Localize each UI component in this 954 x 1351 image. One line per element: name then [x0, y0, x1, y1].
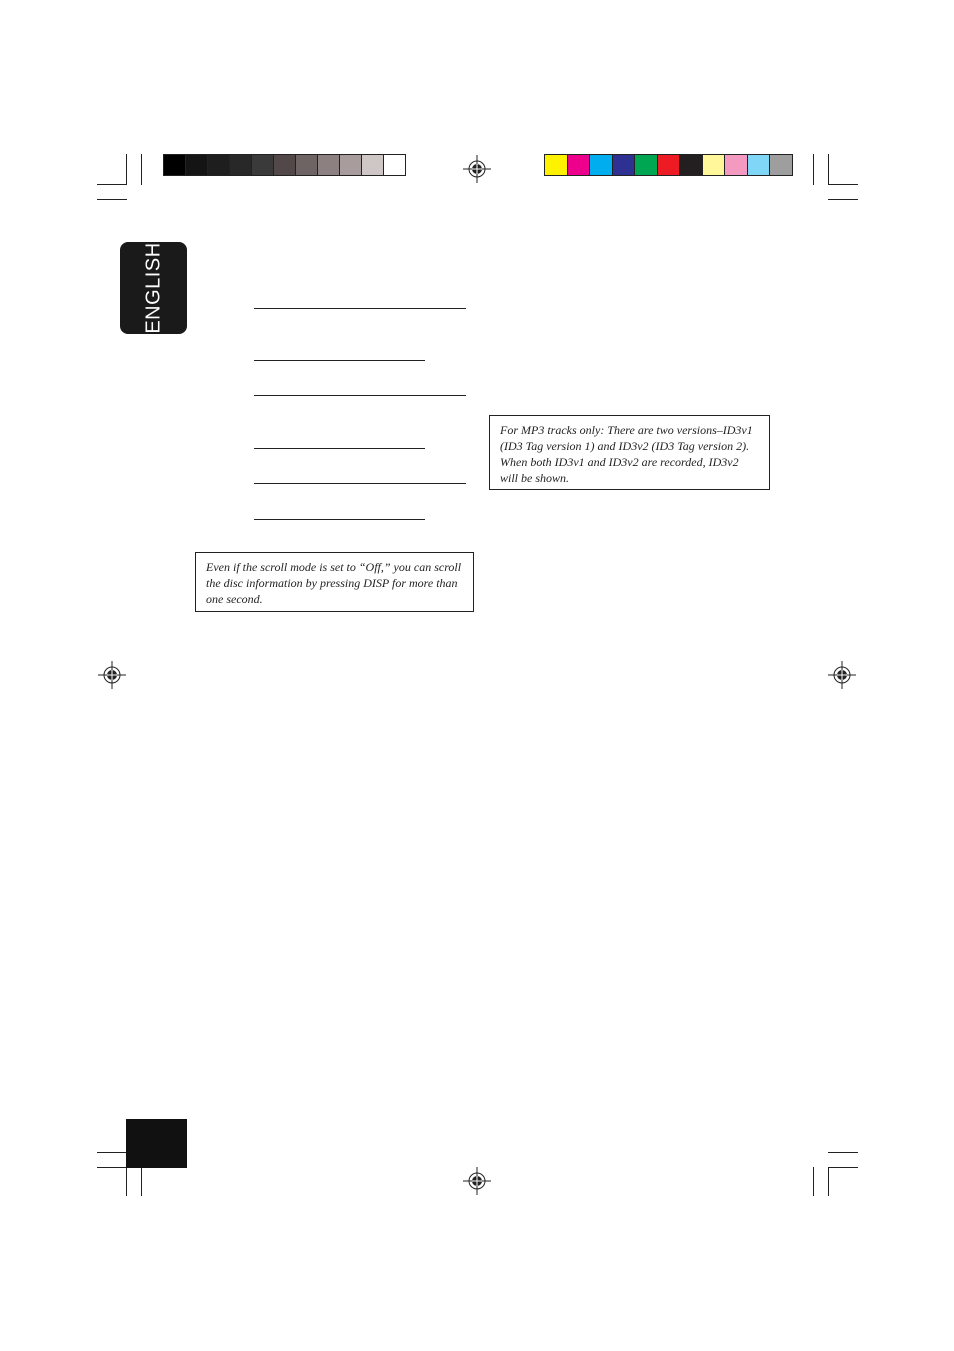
note-scroll-mode — [195, 552, 474, 612]
crop-mark — [97, 184, 127, 185]
color-swatch — [317, 154, 340, 176]
page-number-block — [126, 1119, 187, 1168]
color-swatch — [544, 154, 568, 176]
rule-line — [254, 519, 425, 520]
rule-line — [254, 483, 466, 484]
color-swatch — [295, 154, 318, 176]
color-swatch — [702, 154, 726, 176]
process-color-calibration-bar — [544, 154, 792, 176]
color-swatch — [361, 154, 384, 176]
rule-line — [254, 448, 425, 449]
rule-line — [254, 360, 425, 361]
crop-mark — [828, 1167, 858, 1168]
rule-line — [254, 395, 466, 396]
crop-mark — [813, 154, 814, 185]
language-tab — [120, 242, 187, 334]
color-swatch — [747, 154, 771, 176]
registration-mark-icon — [98, 661, 126, 689]
color-swatch — [339, 154, 362, 176]
color-swatch — [251, 154, 274, 176]
crop-mark — [97, 1167, 127, 1168]
crop-mark — [828, 1152, 858, 1153]
color-swatch — [657, 154, 681, 176]
color-swatch — [185, 154, 208, 176]
crop-mark — [126, 1167, 127, 1196]
color-swatch — [634, 154, 658, 176]
color-swatch — [589, 154, 613, 176]
note-scroll-mode-text: Even if the scroll mode is set to “Off,” you can scroll the disc information by pressing DISP for more than one second. — [206, 560, 462, 606]
color-swatch — [273, 154, 296, 176]
crop-mark — [97, 199, 127, 200]
color-swatch — [567, 154, 591, 176]
grayscale-calibration-bar — [163, 154, 405, 176]
crop-mark — [141, 1167, 142, 1196]
crop-mark — [828, 1167, 829, 1196]
color-swatch — [207, 154, 230, 176]
crop-mark — [828, 184, 858, 185]
color-swatch — [383, 154, 406, 176]
color-swatch — [229, 154, 252, 176]
crop-mark — [126, 154, 127, 185]
color-swatch — [769, 154, 793, 176]
note-mp3-id3-text: For MP3 tracks only: There are two versions–ID3v1 (ID3 Tag version 1) and ID3v2 (ID3 Tag version 2). When both ID3v1 and ID3v2 are recorded, ID3v2 will be shown. — [500, 423, 753, 485]
crop-mark — [97, 1152, 127, 1153]
crop-mark — [141, 154, 142, 185]
language-tab-label: ENGLISH — [142, 242, 164, 334]
color-swatch — [612, 154, 636, 176]
registration-mark-icon — [463, 155, 491, 183]
crop-mark — [828, 154, 829, 185]
rule-line — [254, 308, 466, 309]
color-swatch — [163, 154, 186, 176]
note-mp3-id3 — [489, 415, 770, 490]
crop-mark — [828, 199, 858, 200]
color-swatch — [679, 154, 703, 176]
color-swatch — [724, 154, 748, 176]
registration-mark-icon — [828, 661, 856, 689]
crop-mark — [813, 1167, 814, 1196]
registration-mark-icon — [463, 1167, 491, 1195]
